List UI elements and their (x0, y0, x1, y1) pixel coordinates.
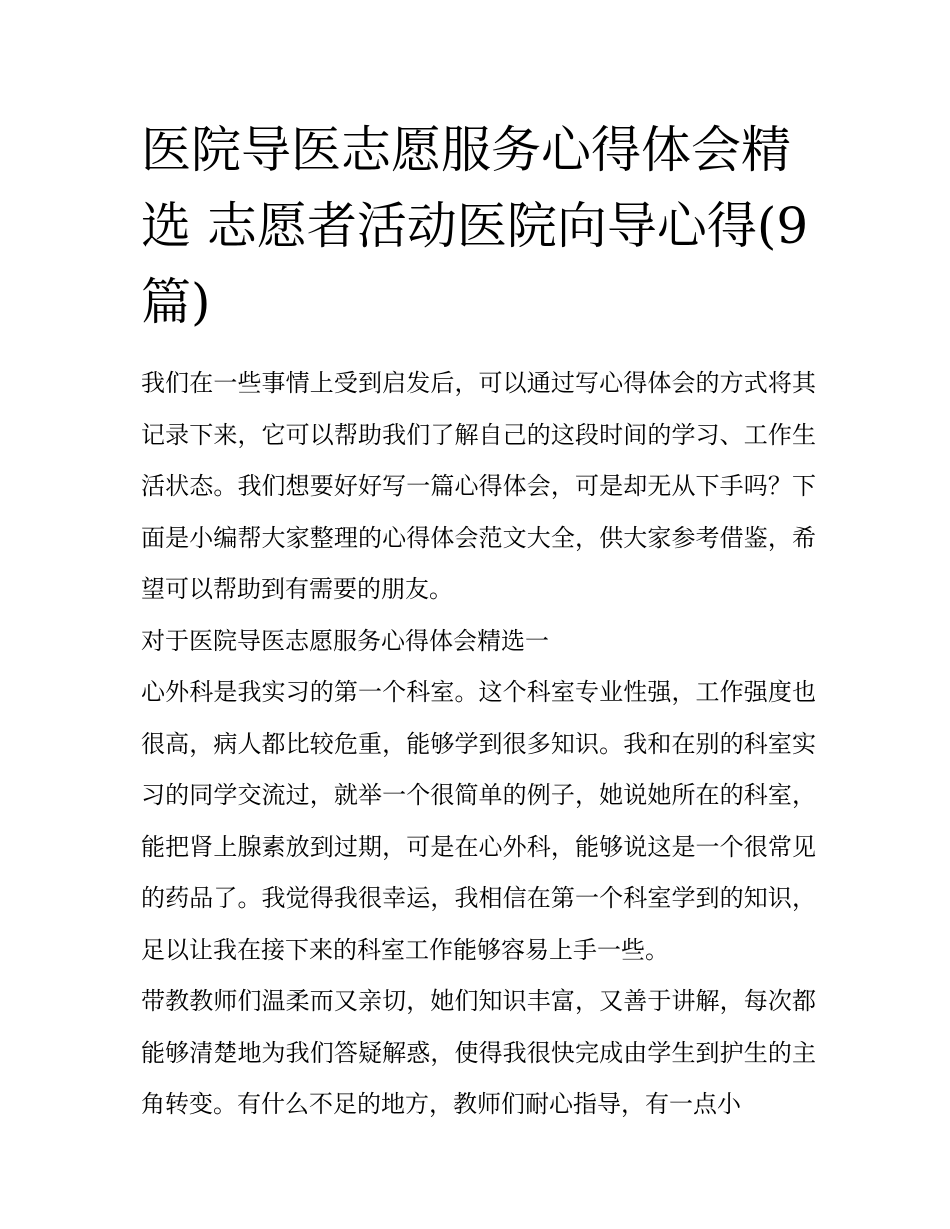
body-paragraph: 心外科是我实习的第一个科室。这个科室专业性强，工作强度也很高，病人都比较危重，能够学到很多知识。我和在别的科室实习的同学交流过，就举一个很简单的例子，她说她所在的科室，能把肾上腺素放到过期，可是在心外科，能够说这是一个很常见的药品了。我觉得我很幸运，我相信在第一个科室学到的知识，足以让我在接下来的科室工作能够容易上手一些。 (141, 678, 816, 964)
document-body (141, 112, 816, 1131)
intro-paragraph: 我们在一些事情上受到启发后，可以通过写心得体会的方式将其记录下来，它可以帮助我们了解自己的这段时间的学习、工作生活状态。我们想要好好写一篇心得体会，可是却无从下手吗？下面是小编帮大家整理的心得体会范文大全，供大家参考借鉴，希望可以帮助到有需要的朋友。 (141, 369, 816, 603)
section-heading: 对于医院导医志愿服务心得体会精选一 (141, 626, 549, 655)
body-paragraph: 带教教师们温柔而又亲切，她们知识丰富，又善于讲解，每次都能够清楚地为我们答疑解惑，使得我很快完成由学生到护生的主角转变。有什么不足的地方，教师们耐心指导，有一点小 (141, 987, 816, 1118)
document-title: 医院导医志愿服务心得体会精选 志愿者活动医院向导心得(9篇) (141, 121, 809, 331)
